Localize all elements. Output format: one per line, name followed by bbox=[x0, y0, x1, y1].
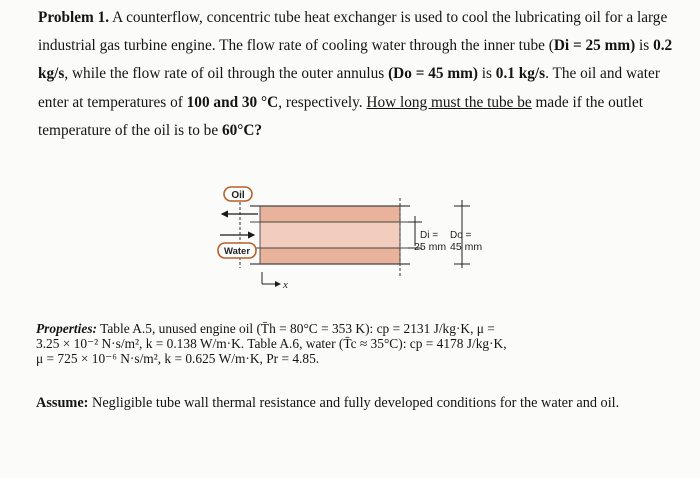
problem-label: Problem 1. bbox=[38, 9, 110, 26]
water-label: Water bbox=[223, 246, 251, 257]
do-value: 45 mm bbox=[450, 241, 483, 253]
properties-line-1 bbox=[36, 321, 676, 336]
problem-text-3: , while the flow rate of oil through the outer annulus bbox=[64, 65, 389, 83]
assume-text: Negligible tube wall thermal resistance and fully developed conditions for the water and oil. bbox=[88, 395, 620, 411]
properties-line-2: 3.25 × 10⁻² N·s/m², k = 0.138 W/m·K. Table A.6, water (T̄c ≈ 35°C): cp = 4178 J/kg·K, bbox=[36, 336, 507, 352]
heat-exchanger-diagram bbox=[210, 180, 500, 300]
problem-text-7: made if the outlet temperature of the oil is to be bbox=[38, 93, 643, 139]
di-value: 25 mm bbox=[414, 241, 447, 253]
problem-text-1: A counterflow, concentric tube heat exchanger is used to cool the lubricating oil for a large industrial gas turbine engine. The flow rate of cooling water through the inner tube ( bbox=[38, 9, 668, 55]
assume-heading: Assume: bbox=[36, 395, 89, 411]
x-axis-label: x bbox=[283, 279, 288, 291]
oil-outlet-temperature: 60°C? bbox=[221, 121, 263, 139]
question: How long must the tube be bbox=[366, 93, 532, 111]
water-flow-rate: 0.2 kg/s bbox=[38, 37, 673, 83]
inlet-temperatures: 100 and 30 °C bbox=[186, 93, 279, 111]
properties-text-1: Table A.5, unused engine oil (T̄h = 80°C = 353 K): cp = 2131 J/kg·K, μ = bbox=[97, 321, 495, 336]
di-label: Di = bbox=[420, 230, 439, 241]
oil-flow-rate: 0.1 kg/s bbox=[495, 65, 546, 83]
outer-diameter: (Do = 45 mm) bbox=[388, 65, 478, 83]
assumptions-block bbox=[36, 394, 686, 412]
inner-diameter: Di = 25 mm) bbox=[553, 37, 636, 55]
oil-label: Oil bbox=[231, 190, 245, 201]
problem-text-5: . The oil and water enter at temperatures of bbox=[38, 65, 660, 111]
problem-statement bbox=[38, 4, 688, 145]
do-label: Do = bbox=[450, 230, 472, 241]
problem-text-6: , respectively. bbox=[278, 93, 367, 111]
problem-text-2: is bbox=[635, 37, 654, 55]
problem-text-4: is bbox=[477, 65, 496, 83]
inner-tube bbox=[260, 222, 400, 248]
properties-heading: Properties: bbox=[36, 321, 97, 336]
properties-line-3: μ = 725 × 10⁻⁶ N·s/m², k = 0.625 W/m·K, Pr = 4.85. bbox=[36, 351, 320, 367]
properties-block bbox=[36, 321, 676, 367]
heat-exchanger-figure bbox=[210, 180, 500, 300]
